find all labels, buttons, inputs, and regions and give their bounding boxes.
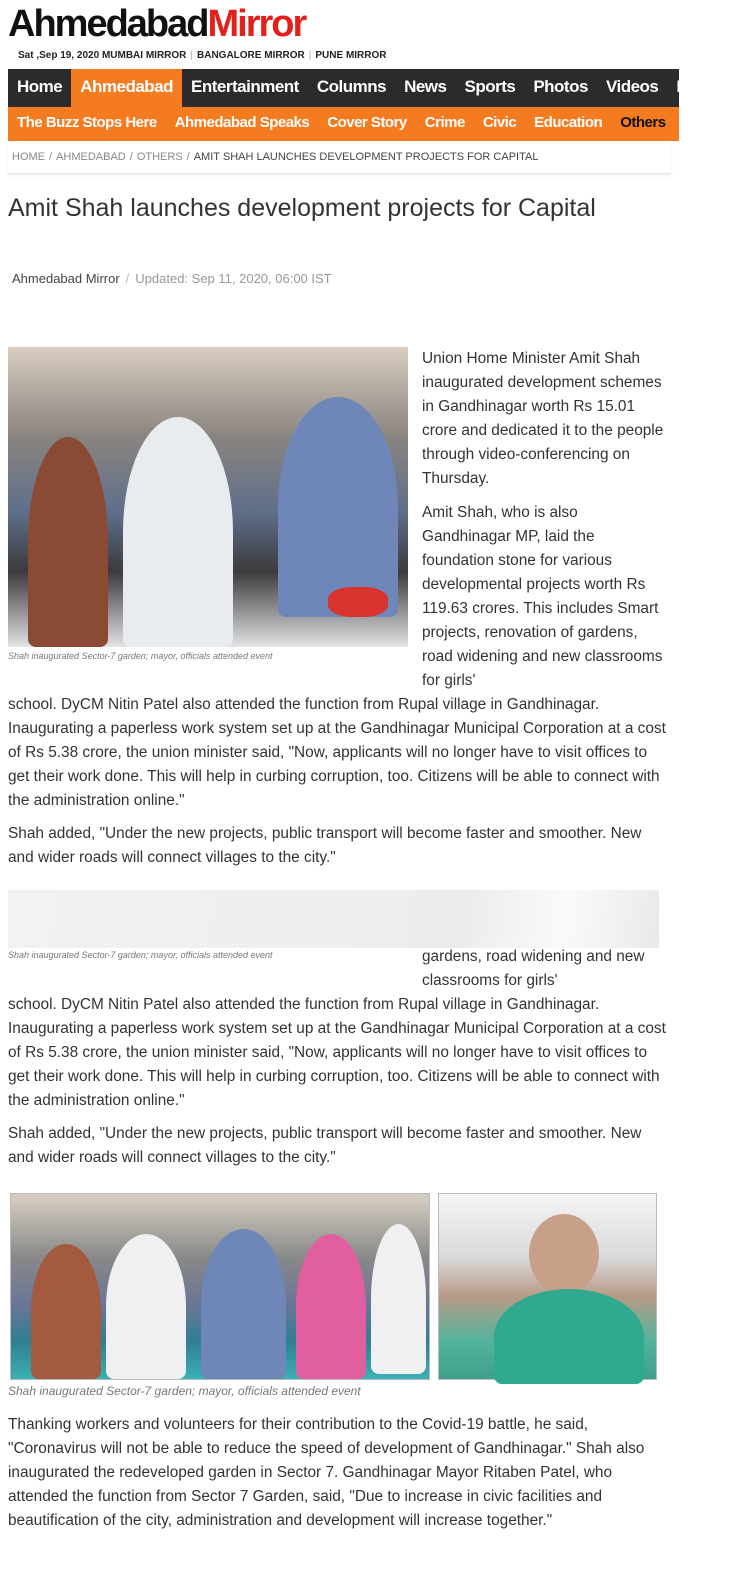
edition-link-pune[interactable]: PUNE MIRROR [315, 50, 387, 61]
paragraph-transport-repeat: Shah added, "Under the new projects, public transport will become faster and smoother. New and wider roads will connect villages to the city." [8, 1125, 642, 1166]
article-photo-event [10, 1193, 430, 1380]
photo-caption-event: Shah inaugurated Sector-7 garden; mayor, officials attended event [8, 1384, 361, 1398]
edition-link-bangalore[interactable]: BANGALORE MIRROR [197, 50, 305, 61]
article-title: Amit Shah launches development projects for Capital [8, 194, 596, 222]
nav-ahmedabad[interactable]: Ahmedabad [71, 69, 182, 107]
nav-columns[interactable]: Columns [316, 77, 387, 96]
paragraph-projects-wrap-repeat: gardens, road widening and new classrooms for girls' [422, 948, 645, 989]
subnav-crime[interactable]: Crime [424, 114, 465, 131]
paragraph-projects-wrap: Amit Shah, who is also Gandhinagar MP, laid the foundation stone for various developmental projects worth Rs 119.63 crores. This includes Smart projects, renovation of gardens, road widening and new classrooms for girls' [422, 504, 663, 689]
byline: Ahmedabad Mirror / Updated: Sep 11, 2020, 06:00 IST [12, 271, 332, 286]
updated-time: Updated: Sep 11, 2020, 06:00 IST [135, 271, 332, 286]
breadcrumb-home[interactable]: HOME [12, 151, 45, 163]
paragraph-covid: Thanking workers and volunteers for their contribution to the Covid-19 battle, he said, "Coronavirus will not be able to reduce the speed of development of Gandhinagar." Shah also inaugurated the redeveloped garden in Sector 7. Gandhinagar Mayor Ritaben Patel, who attended the function from Sector 7 Garden, said, "Due to increase in civic facilities and beautification of the city, administration and development will increase together." [8, 1416, 645, 1529]
secondary-nav [8, 107, 729, 141]
author[interactable]: Ahmedabad Mirror [12, 271, 120, 286]
photo-caption: Shah inaugurated Sector-7 garden; mayor, officials attended event [8, 651, 273, 661]
article-photo-main [8, 347, 408, 647]
photo-caption-repeat: Shah inaugurated Sector-7 garden; mayor, officials attended event [8, 950, 273, 960]
image-placeholder [8, 890, 659, 948]
subnav-others[interactable]: Others [620, 114, 666, 131]
nav-news[interactable]: News [404, 77, 447, 96]
subnav-buzz[interactable]: The Buzz Stops Here [17, 114, 157, 131]
subnav-cover-story[interactable]: Cover Story [327, 114, 407, 131]
breadcrumb-others[interactable]: OTHERS [136, 151, 183, 163]
primary-nav [8, 69, 706, 107]
subnav-civic[interactable]: Civic [482, 114, 517, 131]
nav-home[interactable]: Home [17, 77, 63, 96]
breadcrumb-ahmedabad[interactable]: AHMEDABAD [56, 151, 126, 163]
current-date: Sat ,Sep 19, 2020 [18, 50, 100, 61]
breadcrumb-current: AMIT SHAH LAUNCHES DEVELOPMENT PROJECTS FOR CAPITAL [193, 151, 539, 163]
edition-link-mumbai[interactable]: MUMBAI MIRROR [101, 50, 187, 61]
subnav-gujarat[interactable]: Gujara [683, 114, 729, 131]
subnav-ahmedabad-speaks[interactable]: Ahmedabad Speaks [174, 114, 310, 131]
nav-sports[interactable]: Sports [464, 77, 516, 96]
breadcrumb: HOME / AHMEDABAD / OTHERS / AMIT SHAH LAUNCHES DEVELOPMENT PROJECTS FOR CAPITAL [8, 141, 671, 174]
site-logo[interactable] [8, 2, 305, 46]
nav-entertainment[interactable]: Entertainment [191, 77, 299, 96]
article-photo-amit-shah [438, 1193, 657, 1380]
logo-part-1: Ahmedabad [8, 3, 208, 45]
paragraph-projects-rest: school. DyCM Nitin Patel also attended the function from Rupal village in Gandhinagar. Inaugurating a paperless work system set up at the Gandhinagar Municipal Corporation at a cost of Rs 5.38 crore, the union minister said, "Now, applicants will no longer have to visit offices to get their work done. This will help in curbing corruption, too. Citizens will be able to connect with the administration online." [8, 696, 666, 809]
dateline: Sat ,Sep 19, 2020 MUMBAI MIRROR | BANGALORE MIRROR | PUNE MIRROR [18, 50, 387, 61]
paragraph-projects-rest-repeat: school. DyCM Nitin Patel also attended the function from Rupal village in Gandhinagar. Inaugurating a paperless work system set up at the Gandhinagar Municipal Corporation at a cost of Rs 5.38 crore, the union minister said, "Now, applicants will no longer have to visit offices to get their work done. This will help in curbing corruption, too. Citizens will be able to connect with the administration online." [8, 996, 666, 1109]
paragraph-transport: Shah added, "Under the new projects, public transport will become faster and smoother. New and wider roads will connect villages to the city." [8, 825, 642, 866]
nav-lok[interactable]: Lok [676, 77, 706, 96]
paragraph-intro: Union Home Minister Amit Shah inaugurated development schemes in Gandhinagar worth Rs 15.01 crore and dedicated it to the people through video-conferencing on Thursday. [422, 350, 664, 487]
subnav-education[interactable]: Education [534, 114, 603, 131]
logo-part-2: Mirror [207, 3, 306, 45]
nav-photos[interactable]: Photos [533, 77, 588, 96]
nav-videos[interactable]: Videos [605, 77, 659, 96]
